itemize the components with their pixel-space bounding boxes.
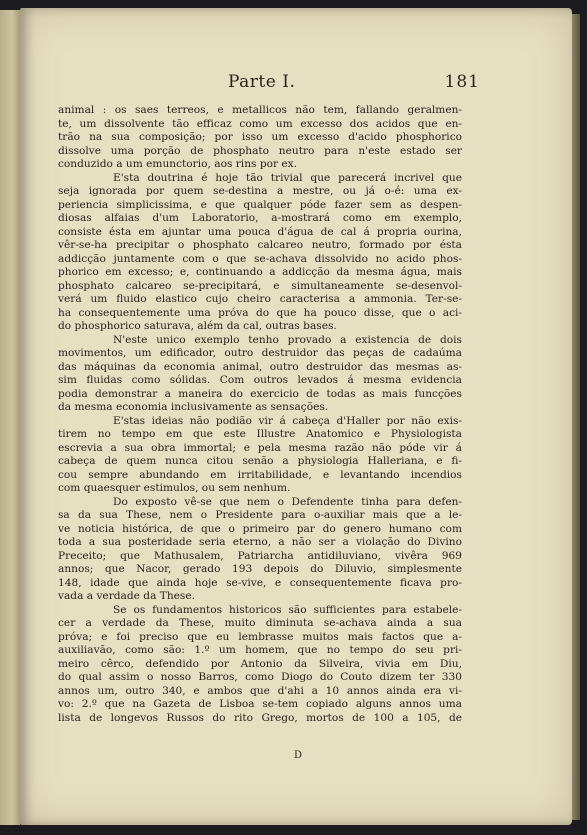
text-line: annos um, outro 340, e ambos que d'ahi a 10 annos ainda era vi- (58, 684, 462, 697)
text-line: da mesma economia inclusivamente as sensações. (58, 401, 329, 413)
text-line: phosphato calcareo se-precipitará, e simultaneamente se-desenvol- (58, 279, 462, 292)
text-line: com quaesquer estimulos, ou sem nenhum. (58, 482, 291, 494)
page-number: 181 (444, 72, 480, 92)
text-line: movimentos, um edificador, outro destruidor das peças de cadaúma (58, 347, 462, 359)
text-line: 148, idade que ainda hoje se-vive, e consequentemente ficava pro- (58, 576, 462, 589)
text-line: annos; que Nacor, gerado 193 depois do Diluvio, simplesmente (58, 563, 462, 575)
signature-mark: D (294, 750, 303, 761)
text-line: podia demonstrar a maneira do exercicio de todas as mais funcções (58, 387, 462, 400)
text-line: cer a verdade da These, muito diminuta se-achava ainda a sua (58, 617, 462, 629)
text-line: ha consequentemente uma próva do que ha pouco disse, que o aci- (58, 306, 462, 319)
text-line: do qual assim o nosso Barros, como Diogo do Couto dizem ter 330 (58, 671, 462, 683)
text-line: toda a sua posteridade seria eterno, a não ser a violação do Divino (58, 536, 462, 548)
text-line: dissolve uma porção de phosphato neutro para n'este estado ser (58, 144, 462, 157)
text-line: Do exposto vê-se que nem o Defendente tinha para defen- (113, 495, 462, 508)
text-line: verá um fluido elastico cujo cheiro caracterisa a ammonia. Ter-se- (58, 293, 462, 305)
text-line: animal : os saes terreos, e metallicos não tem, fallando geralmen- (58, 104, 462, 116)
text-line: N'este unico exemplo tenho provado a existencia de dois (113, 333, 462, 346)
text-line: das máquinas da economia animal, outro destruidor das mesmas as- (58, 360, 462, 373)
text-line: Se os fundamentos historicos são sufficientes para estabele- (113, 603, 462, 616)
paragraph (58, 496, 462, 604)
text-line: sa da sua These, nem o Presidente para o-auxiliar mais que a le- (58, 509, 462, 521)
text-line: periencia simplicissima, e que qualquer póde fazer sem as despen- (58, 198, 462, 211)
paragraph (58, 172, 462, 334)
text-line: seja ignorada por quem se-destina a mestre, ou já o-é: uma ex- (58, 185, 462, 197)
paragraph (58, 334, 462, 415)
text-line: diosas alfaias d'um Laboratorio, a-mostrará como em exemplo, (58, 212, 462, 224)
text-line: escrevia a sua obra immortal; e pela mesma razão não póde vir á (58, 441, 462, 454)
text-line: meiro cêrco, defendido por Antonio da Silveira, vivia em Diu, (58, 657, 462, 670)
text-line: do phosphorico saturava, além da cal, outras bases. (58, 320, 337, 332)
text-line: E'sta doutrina é hoje tão trivial que parecerá incrivel que (113, 171, 462, 184)
text-line: tirem no tempo em que este Illustre Anatomico e Physiologista (58, 428, 462, 440)
text-line: lista de longevos Russos do rito Grego, mortos de 100 a 105, de (58, 711, 462, 724)
text-line: próva; e foi preciso que eu lembrasse muitos mais factos que a- (58, 630, 462, 643)
text-line: E'stas ideias não podião vir á cabeça d'Haller por não exis- (113, 414, 462, 427)
text-line: cabeça de quem nunca citou senão a physiologia Halleriana, e fi- (58, 455, 462, 467)
adjacent-page-edge (0, 10, 20, 825)
text-line: auxiliavão, como são: 1.º um homem, que no tempo do seu pri- (58, 644, 462, 656)
body-text (58, 104, 462, 725)
text-line: vêr-se-ha precipitar o phosphato calcareo neutro, formado por ésta (58, 239, 462, 251)
paragraph (58, 604, 462, 726)
text-line: trão na sua composição; por isso um excesso d'acido phosphorico (58, 131, 462, 143)
text-line: ve noticia histórica, de que o primeiro par do genero humano com (58, 522, 462, 535)
text-line: vo: 2.º que na Gazeta de Lisboa se-tem copiado alguns annos uma (58, 698, 462, 710)
text-line: te, um dissolvente tão efficaz como um excesso dos acidos que en- (58, 117, 462, 130)
text-line: addicção juntamente com o que se-achava dissolvido no acido phos- (58, 252, 462, 265)
page-edge-shadow (572, 14, 580, 820)
text-line: conduzido a um emunctorio, aos rins por ex. (58, 158, 298, 170)
text-line: Preceito; que Mathusalem, Patriarcha antidiluviano, vivêra 969 (58, 549, 462, 562)
text-line: sim fluidas como sólidas. Com outros levados á mesma evidencia (58, 374, 462, 386)
text-line: phorico em excesso; e, continuando a addicção da mesma água, mais (58, 266, 462, 278)
text-line: consiste ésta em ajuntar uma pouca d'água de cal á propria ourina, (58, 225, 462, 238)
text-line: vada a verdade da These. (58, 590, 195, 602)
text-line: cou sempre abundando em irritabilidade, e levantando incendios (58, 468, 462, 481)
header-part-title: Parte I. (228, 72, 296, 92)
paragraph (58, 415, 462, 496)
paragraph (58, 104, 462, 172)
running-header (70, 72, 480, 96)
